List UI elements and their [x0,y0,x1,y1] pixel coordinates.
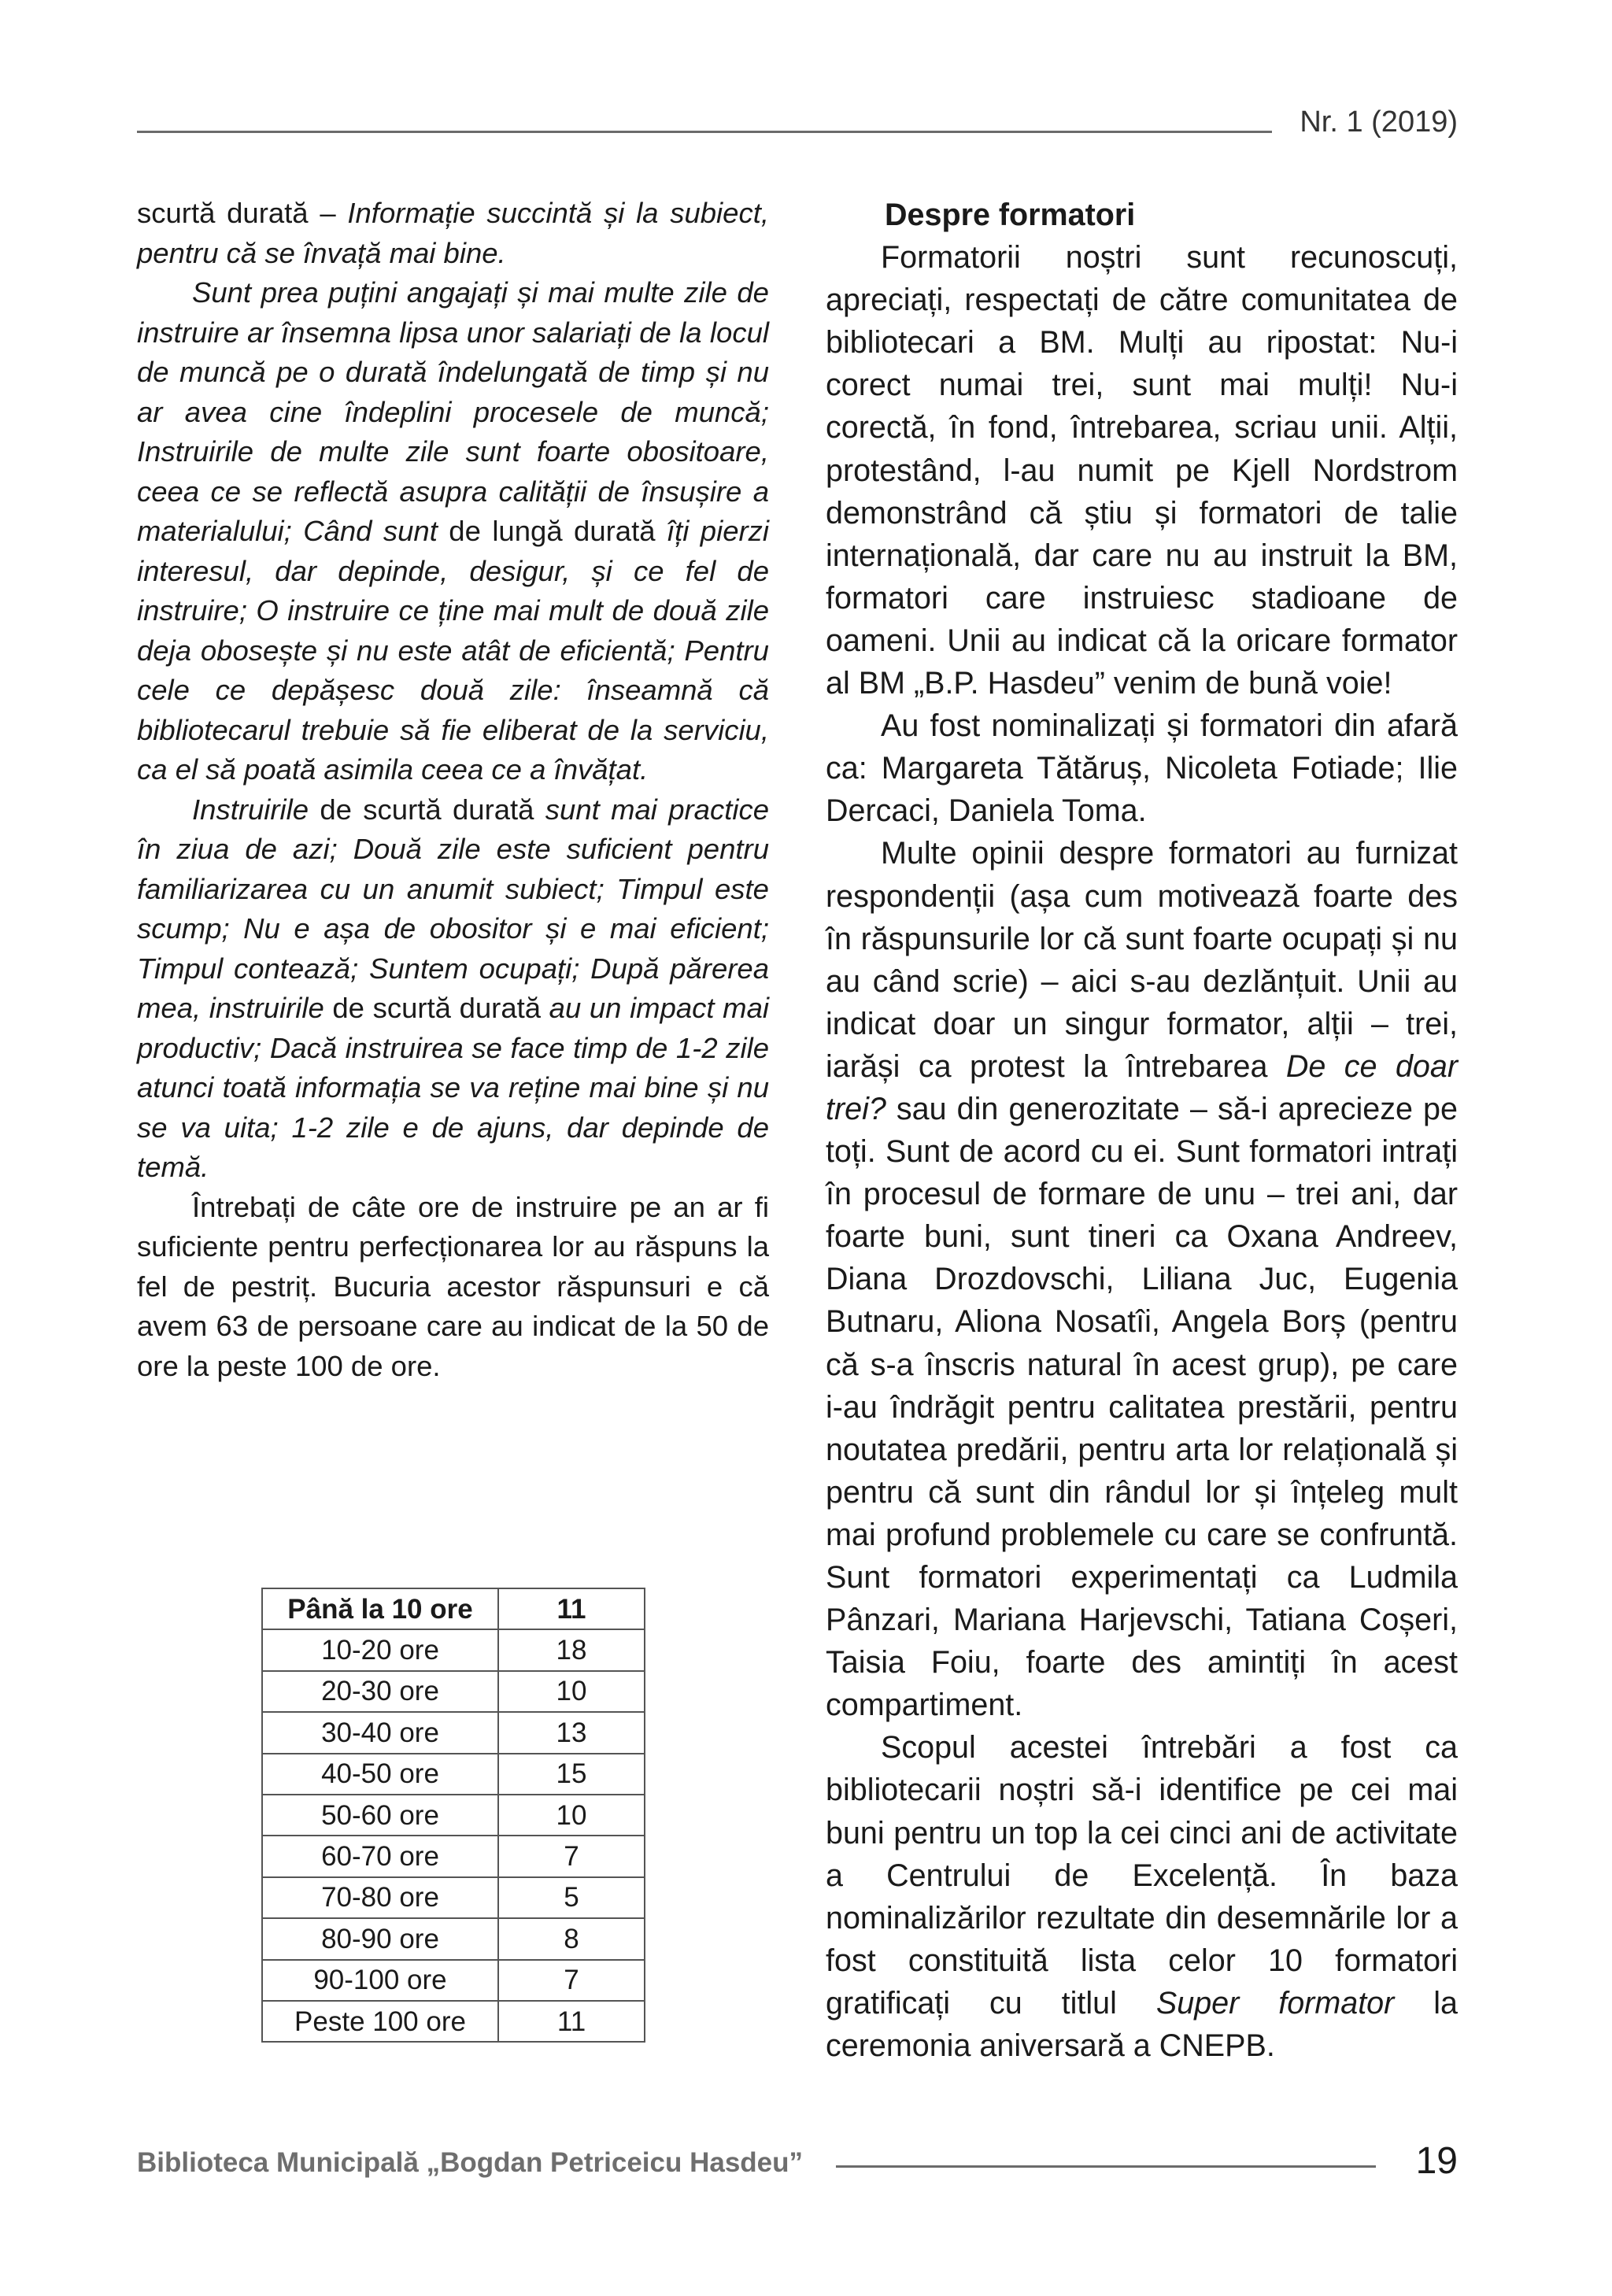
table-row [262,1836,645,1876]
paragraph [137,790,769,1188]
italic-text: De ce doar trei? [826,1048,1459,1126]
table-row [262,2001,645,2042]
section-heading: Despre formatori [885,198,1136,232]
table-cell-label: 10-20 ore [262,1629,498,1670]
training-hours-table [261,1588,645,2043]
text-span: sau din generozitate – să-i aprecieze pe toți. Sunt de acord cu ei. Sunt formatori intrați în procesul de formare de unu – trei ani, dar foarte buni, sunt tineri ca Oxana Andreev, Diana Drozdovschi, Liliana Juc, Eugenia Butnaru, Aliona Nosatîi, Angela Borș (pentru că s-a înscris natural în acest grup), pe care i-au îndrăgit pentru calitatea prestării, pentru noutatea predării, pentru arta lor relațională și pentru că sunt din rândul lor și înțeleg mult mai profund problemele cu care se confruntă. Sunt formatori experimentați ca Ludmila Pânzari, Mariana Harjevschi, Tatiana Coșeri, Taisia Foiu, foarte des amintiți în acest compartiment. [826,1091,1458,1723]
issue-number: Nr. 1 (2019) [1300,105,1458,139]
table-cell-count: 7 [498,1960,645,2001]
table-row [262,1629,645,1670]
paragraph: Întrebați de câte ore de instruire pe an ar fi suficiente pentru perfecționarea lor au răspuns la fel de pestriț. Bucuria acestor răspunsuri e că avem 63 de persoane care au indicat de la 50 de ore la peste 100 de ore. [137,1190,769,1382]
footer-library-name: Biblioteca Municipală „Bogdan Petriceicu Hasdeu” [137,2147,804,2178]
table-row [262,1960,645,2001]
table-cell-label: 80-90 ore [262,1918,498,1959]
header-rule [137,131,1272,133]
table-cell-count: 18 [498,1629,645,1670]
text-span: la ceremonia aniversară a CNEPB. [826,1985,1458,2064]
text-span: scurtă durată – [137,197,348,229]
italic-text: Informație succintă și la subiect, pentru că se învață mai bine. [137,197,769,269]
right-column [826,194,1458,2067]
paragraph [826,1726,1458,2067]
table-row [262,1671,645,1712]
table-cell-count: 11 [498,1588,645,1629]
table-cell-count: 10 [498,1795,645,1836]
table-cell-count: 5 [498,1877,645,1918]
table-cell-label: 20-30 ore [262,1671,498,1712]
text-span: de scurtă durată [309,793,545,826]
table-cell-label: 60-70 ore [262,1836,498,1876]
table-cell-count: 13 [498,1712,645,1753]
paragraph: Au fost nominalizați și formatori din afară ca: Margareta Tătăruș, Nicoleta Fotiade; Ilie Dercaci, Daniela Toma. [826,708,1458,829]
table-cell-label: 70-80 ore [262,1877,498,1918]
text-span: de scurtă durată [324,992,549,1024]
italic-text: au un impact mai productiv; Dacă instruirea se face timp de 1-2 zile atunci toată informația se va reține mai bine și nu se va uita; 1-2 zile e de ajuns, dar depinde de temă. [137,992,769,1183]
paragraph [137,273,769,790]
italic-text: sunt mai practice în ziua de azi; Două zile este suficient pentru familiarizarea cu un anumit subiect; Timpul este scump; Nu e așa de obositor și e mai eficient; Timpul contează; Suntem ocupați; După părerea mea, instruirile [137,793,769,1024]
table-row [262,1712,645,1753]
paragraph [826,832,1458,1726]
italic-text: Super formator [1155,1985,1395,2021]
text-span: Scopul acestei întrebări a fost ca bibliotecarii noștri să-i identifice pe cei mai buni pentru un top la cei cinci ani de activitate a Centrului de Excelență. În baza nominalizărilor rezultate din desemnările lor a fost constituită lista celor 10 formatori gratificați cu titlul [826,1730,1458,2021]
table-cell-count: 8 [498,1918,645,1959]
table-cell-label: 90-100 ore [262,1960,498,2001]
left-column [137,194,769,1386]
table-cell-count: 11 [498,2001,645,2042]
italic-text: Sunt prea puțini angajați și mai multe zile de instruire ar însemna lipsa unor salariați de la locul de muncă pe o durată îndelungată de timp și nu ar avea cine îndeplini procesele de muncă; Instruirile de multe zile sunt foarte obositoare, ceea ce se reflectă asupra calității de însușire a materialului; Când sunt [137,276,769,547]
table-row [262,1918,645,1959]
italic-text: îți pierzi interesul, dar depinde, desigur, și ce fel de instruire; O instruire ce ține mai mult de două zile deja obosește și nu este atât de eficientă; Pentru cele ce depășesc două zile: înseamnă că bibliotecarul trebuie să fie eliberat de la serviciu, ca el să poată asimila ceea ce a învățat. [137,515,770,786]
table-row [262,1877,645,1918]
table-cell-label: Peste 100 ore [262,2001,498,2042]
table-body [262,1588,645,2042]
text-span: Multe opinii despre formatori au furnizat respondenții (așa cum motivează foarte des în răspunsurile lor că sunt foarte ocupați și nu au când scrie) – aici s-au dezlănțuit. Unii au indicat doar un singur formator, alții – trei, iarăși ca protest la întrebarea [826,836,1458,1084]
page-number: 19 [1415,2140,1458,2182]
text-span: de lungă durată [437,515,667,547]
table-cell-count: 15 [498,1754,645,1795]
table-row [262,1754,645,1795]
table-cell-label: Până la 10 ore [262,1588,498,1629]
table-cell-label: 50-60 ore [262,1795,498,1836]
table-cell-count: 7 [498,1836,645,1876]
table-row [262,1795,645,1836]
table-header-row [262,1588,645,1629]
footer-rule [836,2165,1376,2168]
paragraph [137,194,769,273]
table-cell-count: 10 [498,1671,645,1712]
italic-text: Instruirile [192,793,309,826]
table-cell-label: 40-50 ore [262,1754,498,1795]
paragraph: Formatorii noștri sunt recunoscuți, apreciați, respectați de către comunitatea de bibliotecari a BM. Mulți au ripostat: Nu-i corect numai trei, sunt mai mulți! Nu-i corectă, în fond, întrebarea, scriau unii. Alții, protestând, l-au numit pe Kjell Nordstrom demonstrând că știu și formatori de talie internațională, dar care nu au instruit la BM, formatori care instruiesc stadioane de oameni. Unii au indicat că la oricare formator al BM „B.P. Hasdeu” venim de bună voie! [826,240,1458,701]
table-cell-label: 30-40 ore [262,1712,498,1753]
